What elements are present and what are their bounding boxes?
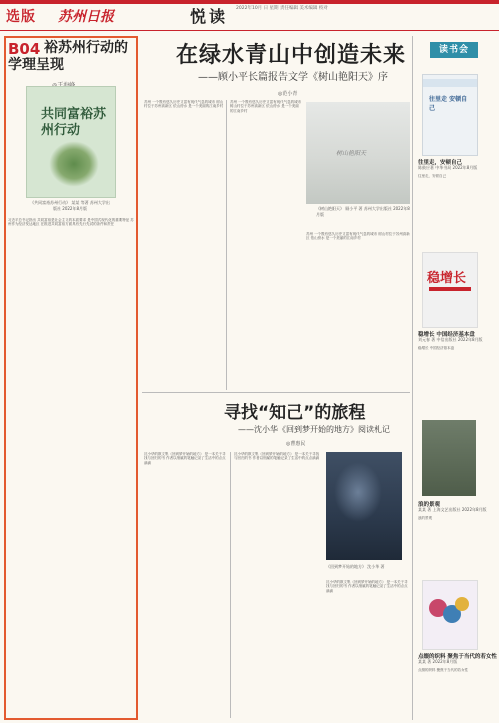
sidebar-book-title: 往里走，安顿自己 — [418, 160, 463, 166]
second-book-caption: 《回到梦开始的地方》 沈小华 著 — [326, 564, 385, 569]
second-author: ◎曹惠民 — [286, 441, 306, 447]
column-divider — [226, 100, 227, 390]
cover-stripe — [429, 287, 471, 291]
sidebar-book-title: 浪的景观 — [418, 502, 441, 508]
book-photo — [326, 452, 402, 560]
sidebar-divider — [412, 36, 413, 720]
second-body-col2: 沈小华的散文集《回到梦开始的地方》 是一本关于寻找与回归的书 作者以细腻的笔触记录了生活中的点点滴滴 — [234, 452, 320, 461]
photo-title: 树山艳阳天 — [336, 150, 367, 157]
left-article-body: 习近平总书记指出 共同富裕是社会主义的本质要求 是中国式现代化的重要特征 苏州作为经济发达地区 在推进共同富裕方面具有先行先试的条件和责任 — [8, 218, 134, 227]
sidebar-book-blurb: 浪的景观 — [418, 516, 432, 520]
sidebar-book-title: 稳增长 中国经济基本盘 — [418, 332, 475, 338]
sidebar-book-meta: 某某 著 2022年8月版 — [418, 659, 458, 664]
sidebar-book-meta: 刘元春 著 中信出版社 2022年8月版 — [418, 337, 483, 342]
cover-text: 往里走 安顿自己 — [429, 96, 468, 112]
brush-stroke-graphic — [49, 141, 99, 187]
second-subtitle: ——沈小华《回到梦开始的地方》阅读札记 — [238, 425, 390, 434]
main-body-col3: 苏州 一个既有悠久历史又富有现代气息的城市 树山村位于苏州高新区 依山傍水 是一个美丽的江南乡村 — [306, 232, 410, 241]
section-name: 悦读 — [190, 7, 229, 26]
second-headline: 寻找“知己”的旅程 — [224, 403, 366, 423]
sidebar-book-blurb: 点缀的织料 聚焦于当代的若女性 — [418, 668, 469, 672]
book-cover-image — [422, 420, 476, 496]
left-article-title: 裕苏州行动的学理呈现 — [8, 40, 128, 73]
main-book-caption: 《树山艳阳天》 顾小平 著 苏州大学出版社 2022年8月版 — [316, 206, 410, 217]
paper-logo: 苏州日报 — [58, 9, 114, 25]
page-code: B04 — [8, 40, 41, 58]
section-tag: 选版 — [6, 9, 36, 25]
sidebar-book-blurb: 往里走，安顿自己 — [418, 174, 446, 178]
main-body-col2: 苏州 一个既有悠久历史又富有现代气息的城市 树山村位于苏州高新区 依山傍水 是一个美丽的江南乡村 — [230, 100, 302, 113]
sidebar-book-title: 点缀的织料 聚焦于当代的若女性 — [418, 654, 497, 660]
book-cover-image — [422, 74, 478, 156]
cover-text: 稳增长 — [427, 271, 467, 286]
cover-band — [423, 79, 477, 87]
dateline: 2022年10月 日 星期 责任编辑 美术编辑 校对 — [236, 6, 328, 11]
left-book-caption: 《共同富裕苏州行动》 某某 等著 苏州大学出版社 2022年8月版 — [30, 200, 110, 211]
book-photo — [306, 102, 410, 204]
book-cover-title: 共同富裕苏州行动 — [41, 107, 107, 138]
book-cover-image — [26, 86, 116, 198]
main-subtitle: ——顾小平长篇报告文学《树山艳阳天》序 — [198, 72, 388, 83]
main-body-col1: 苏州 一个既有悠久历史又富有现代气息的城市 树山村位于苏州高新区 依山傍水 是一个美丽的江南乡村 — [144, 100, 224, 109]
book-cover-image — [422, 252, 478, 328]
column-divider — [230, 452, 231, 718]
sidebar-book-meta: 某某 著 上海文艺出版社 2022年8月版 — [418, 507, 487, 512]
second-body-col1: 沈小华的散文集《回到梦开始的地方》 是一本关于寻找与回归的书 作者以细腻的笔触记录了生活中的点点滴滴 — [144, 452, 226, 465]
main-author: ◎范小青 — [278, 91, 298, 97]
cover-glow — [334, 462, 382, 522]
main-headline: 在绿水青山中创造未来 — [176, 43, 407, 68]
sidebar-book-meta: 陈鼓应著 中华书局 2022年8月版 — [418, 165, 478, 170]
sidebar-book-blurb: 稳增长 中国经济基本盘 — [418, 346, 455, 350]
club-label: 读书会 — [430, 42, 478, 58]
cover-circle — [455, 597, 469, 611]
book-cover-image — [422, 580, 478, 650]
section-divider — [142, 392, 410, 393]
second-body-col3: 沈小华的散文集《回到梦开始的地方》 是一本关于寻找与回归的书 作者以细腻的笔触记录了生活中的点点滴滴 — [326, 580, 408, 593]
